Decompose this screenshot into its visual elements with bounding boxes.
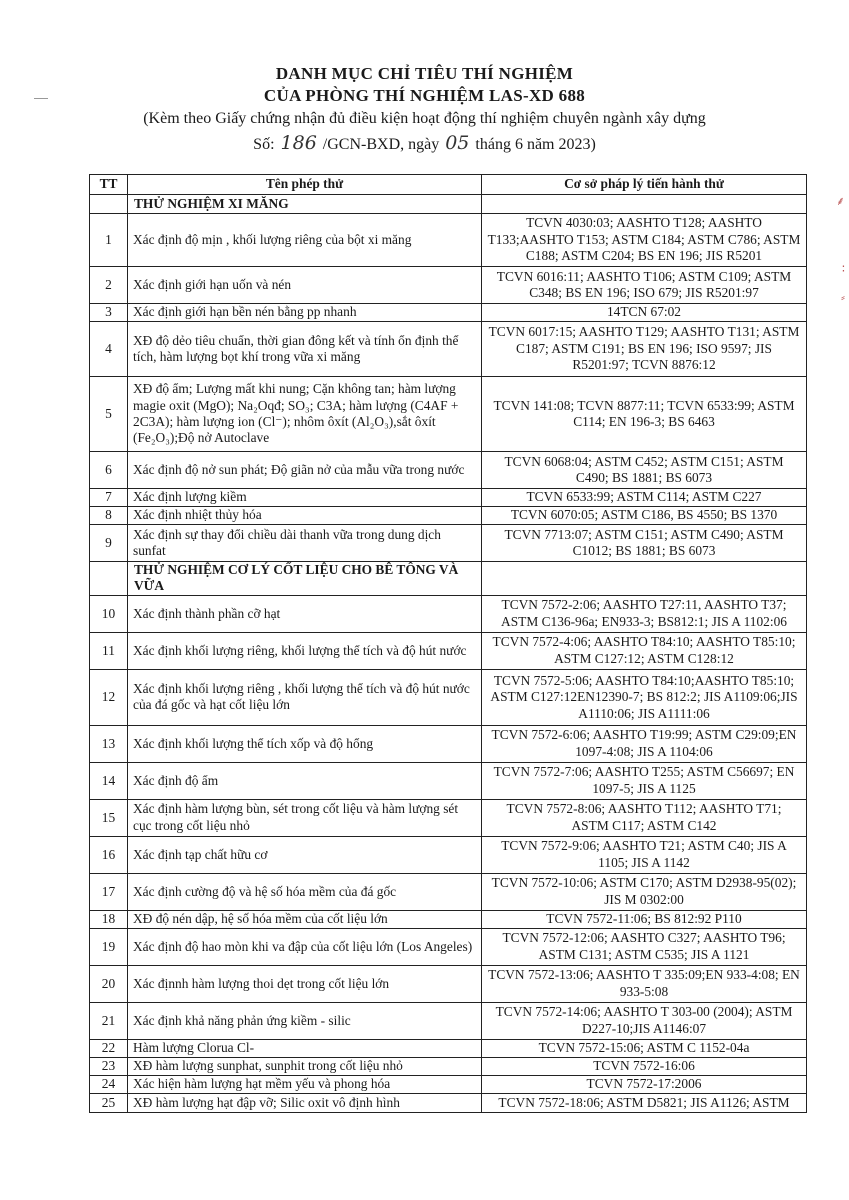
table-row [90, 928, 807, 965]
document-subtitle: (Kèm theo Giấy chứng nhận đủ điều kiện hoạt động thí nghiệm chuyên ngành xây dựng [143, 110, 706, 127]
row-number: 5 [90, 377, 128, 452]
document-title-line2: CỦA PHÒNG THÍ NGHIỆM LAS-XD 688 [263, 86, 586, 105]
legal-basis: TCVN 7572-6:06; AASHTO T19:99; ASTM C29:09;EN 1097-4:08; JIS A 1104:06 [482, 725, 807, 762]
test-name: Xác định giới hạn uốn và nén [128, 267, 482, 304]
test-name: Xác định độ hao mòn khi va đập của cốt liệu lớn (Los Angeles) [128, 928, 482, 965]
row-number: 13 [90, 725, 128, 762]
legal-basis: TCVN 6017:15; AASHTO T129; AASHTO T131; ASTM C187; ASTM C191; BS EN 196; ISO 9597; JIS R5201:97; TCVN 8876:12 [482, 322, 807, 377]
legal-basis: TCVN 7572-14:06; AASHTO T 303-00 (2004); ASTM D227-10;JIS A1146:07 [482, 1002, 807, 1039]
legal-basis: TCVN 7572-17:2006 [482, 1075, 807, 1093]
legal-basis: TCVN 7572-4:06; AASHTO T84:10; AASHTO T85:10; ASTM C127:12; ASTM C128:12 [482, 632, 807, 669]
legal-basis: TCVN 7572-16:06 [482, 1057, 807, 1075]
test-name: Xác định nhiệt thủy hóa [128, 507, 482, 525]
row-number: 20 [90, 965, 128, 1002]
row-number: 16 [90, 836, 128, 873]
legal-basis: TCVN 7572-12:06; AASHTO C327; AASHTO T96; ASTM C131; ASTM C535; JIS A 1121 [482, 928, 807, 965]
row-number: 24 [90, 1075, 128, 1093]
row-number: 21 [90, 1002, 128, 1039]
legal-basis: TCVN 6533:99; ASTM C114; ASTM C227 [482, 489, 807, 507]
table-row [90, 267, 807, 304]
table-row [90, 304, 807, 322]
legal-basis: TCVN 6070:05; ASTM C186, BS 4550; BS 1370 [482, 507, 807, 525]
table-row [90, 836, 807, 873]
row-number: 10 [90, 595, 128, 632]
row-number: 15 [90, 799, 128, 836]
test-name: Xác định khả năng phản ứng kiềm - silic [128, 1002, 482, 1039]
table-body [90, 195, 807, 1113]
row-number: 25 [90, 1093, 128, 1112]
document-title-line1: DANH MỤC CHỈ TIÊU THÍ NGHIỆM [275, 64, 574, 83]
section-tt-cell [90, 195, 128, 214]
date-suffix: tháng 6 năm 2023) [475, 136, 596, 153]
legal-basis: TCVN 7572-11:06; BS 812:92 P110 [482, 910, 807, 928]
row-number: 12 [90, 669, 128, 725]
row-number: 9 [90, 525, 128, 562]
test-name: Xác định sự thay đổi chiều dài thanh vữa trong dung dịch sunfat [128, 525, 482, 562]
legal-basis: TCVN 6016:11; AASHTO T106; ASTM C109; ASTM C348; BS EN 196; ISO 679; JIS R5201:97 [482, 267, 807, 304]
table-row [90, 873, 807, 910]
test-name: Xác định lượng kiềm [128, 489, 482, 507]
legal-basis: TCVN 7572-18:06; ASTM D5821; JIS A1126; ASTM [482, 1093, 807, 1112]
test-name: Xác định tạp chất hữu cơ [128, 836, 482, 873]
table-row [90, 214, 807, 267]
legal-basis: TCVN 7572-10:06; ASTM C170; ASTM D2938-95(02); JIS M 0302:00 [482, 873, 807, 910]
table-row [90, 725, 807, 762]
row-number: 1 [90, 214, 128, 267]
table-row [90, 322, 807, 377]
margin-scribble: ∶ [841, 262, 845, 276]
test-name: Xác địnnh hàm lượng thoi dẹt trong cốt liệu lớn [128, 965, 482, 1002]
table-row [90, 489, 807, 507]
test-name: Xác định độ nở sun phát; Độ giãn nở của mẫu vữa trong nước [128, 452, 482, 489]
margin-scribble: ⸙ [835, 194, 845, 208]
row-number: 6 [90, 452, 128, 489]
handwritten-day: 05 [445, 132, 470, 154]
row-number: 8 [90, 507, 128, 525]
test-name: Xác định độ mịn , khối lượng riêng của bột xi măng [128, 214, 482, 267]
section-tt-cell [90, 562, 128, 596]
table-row [90, 377, 807, 452]
legal-basis: TCVN 141:08; TCVN 8877:11; TCVN 6533:99; ASTM C114; EN 196-3; BS 6463 [482, 377, 807, 452]
row-number: 22 [90, 1039, 128, 1057]
test-name: XĐ độ ẩm; Lượng mất khi nung; Cặn không tan; hàm lượng magie oxit (MgO); Na₂Oqđ; SO₃; C3A; hàm lượng (C4AF + 2C3A); hàm lượng ion (Cl⁻); nhôm ôxít (Al₂O₃),sắt ôxít (Fe₂O₃);Độ nở Autoclave [128, 377, 482, 452]
table-row [90, 632, 807, 669]
legal-basis: TCVN 7572-13:06; AASHTO T 335:09;EN 933-4:08; EN 933-5:08 [482, 965, 807, 1002]
test-name: XĐ độ dẻo tiêu chuẩn, thời gian đông kết và tính ổn định thể tích, hàm lượng bọt khí trong vữa xi măng [128, 322, 482, 377]
section-title: THỬ NGHIỆM CƠ LÝ CỐT LIỆU CHO BÊ TÔNG VÀ VỮA [128, 562, 482, 596]
row-number: 4 [90, 322, 128, 377]
test-name: XĐ hàm lượng hạt đập vỡ; Silic oxit vô định hình [128, 1093, 482, 1112]
table-row [90, 762, 807, 799]
test-name: Xác định khối lượng thể tích xốp và độ hổng [128, 725, 482, 762]
table-row [90, 1039, 807, 1057]
test-name: Xác định khối lượng riêng, khối lượng thể tích và độ hút nước [128, 632, 482, 669]
table-row [90, 595, 807, 632]
table-row [90, 1093, 807, 1112]
row-number: 14 [90, 762, 128, 799]
section-row [90, 562, 807, 596]
test-name: Xác định hàm lượng bùn, sét trong cốt liệu và hàm lượng sét cục trong cốt liệu nhỏ [128, 799, 482, 836]
table-row [90, 452, 807, 489]
test-name: Xác định thành phần cỡ hạt [128, 595, 482, 632]
test-name: Xác định độ ẩm [128, 762, 482, 799]
section-basis-cell [482, 562, 807, 596]
legal-basis: TCVN 7572-2:06; AASHTO T27:11, AASHTO T37; ASTM C136-96a; EN933-3; BS812:1; JIS A 1102:06 [482, 595, 807, 632]
test-name: Xác hiện hàm lượng hạt mềm yếu và phong hóa [128, 1075, 482, 1093]
certificate-number-line [0, 132, 849, 154]
row-number: 11 [90, 632, 128, 669]
section-row [90, 195, 807, 214]
section-title: THỬ NGHIỆM XI MĂNG [128, 195, 482, 214]
table-row [90, 507, 807, 525]
legal-basis: TCVN 7713:07; ASTM C151; ASTM C490; ASTM C1012; BS 1881; BS 6073 [482, 525, 807, 562]
legal-basis: TCVN 7572-15:06; ASTM C 1152-04a [482, 1039, 807, 1057]
section-basis-cell [482, 195, 807, 214]
test-name: XĐ hàm lượng sunphat, sunphit trong cốt liệu nhỏ [128, 1057, 482, 1075]
table-header-row [90, 175, 807, 195]
table-row [90, 965, 807, 1002]
margin-scribble: ⸗ [841, 290, 845, 304]
test-name: Hàm lượng Clorua Cl- [128, 1039, 482, 1057]
row-number: 18 [90, 910, 128, 928]
row-number: 3 [90, 304, 128, 322]
handwritten-number: 186 [280, 132, 317, 154]
column-header-test-name: Tên phép thử [128, 175, 482, 195]
row-number: 2 [90, 267, 128, 304]
legal-basis: TCVN 6068:04; ASTM C452; ASTM C151; ASTM C490; BS 1881; BS 6073 [482, 452, 807, 489]
row-number: 19 [90, 928, 128, 965]
legal-basis: TCVN 7572-8:06; AASHTO T112; AASHTO T71; ASTM C117; ASTM C142 [482, 799, 807, 836]
table-row [90, 1002, 807, 1039]
legal-basis: 14TCN 67:02 [482, 304, 807, 322]
row-number: 23 [90, 1057, 128, 1075]
test-name: Xác định khối lượng riêng , khối lượng thể tích và độ hút nước của đá gốc và hạt cốt liệu lớn [128, 669, 482, 725]
table-row [90, 669, 807, 725]
column-header-legal-basis: Cơ sở pháp lý tiến hành thử [482, 175, 807, 195]
row-number: 7 [90, 489, 128, 507]
table-row [90, 799, 807, 836]
table-row [90, 910, 807, 928]
test-catalog-table [89, 174, 807, 1113]
test-name: Xác định giới hạn bền nén bằng pp nhanh [128, 304, 482, 322]
test-name: XĐ độ nén dập, hệ số hóa mềm của cốt liệu lớn [128, 910, 482, 928]
column-header-tt: TT [90, 175, 128, 195]
legal-basis: TCVN 7572-5:06; AASHTO T84:10;AASHTO T85:10; ASTM C127:12EN12390-7; BS 812:2; JIS A1109:06;JIS A1110:06; JIS A1111:06 [482, 669, 807, 725]
legal-basis: TCVN 7572-9:06; AASHTO T21; ASTM C40; JIS A 1105; JIS A 1142 [482, 836, 807, 873]
table-row [90, 1057, 807, 1075]
legal-basis: TCVN 4030:03; AASHTO T128; AASHTO T133;AASHTO T153; ASTM C184; ASTM C786; ASTM C188; ASTM C204; BS EN 196; JIS R5201 [482, 214, 807, 267]
number-prefix: Số: [253, 136, 275, 153]
table-row [90, 525, 807, 562]
legal-basis: TCVN 7572-7:06; AASHTO T255; ASTM C56697; EN 1097-5; JIS A 1125 [482, 762, 807, 799]
row-number: 17 [90, 873, 128, 910]
number-suffix: /GCN-BXD, ngày [322, 136, 440, 153]
test-name: Xác định cường độ và hệ số hóa mềm của đá gốc [128, 873, 482, 910]
table-row [90, 1075, 807, 1093]
